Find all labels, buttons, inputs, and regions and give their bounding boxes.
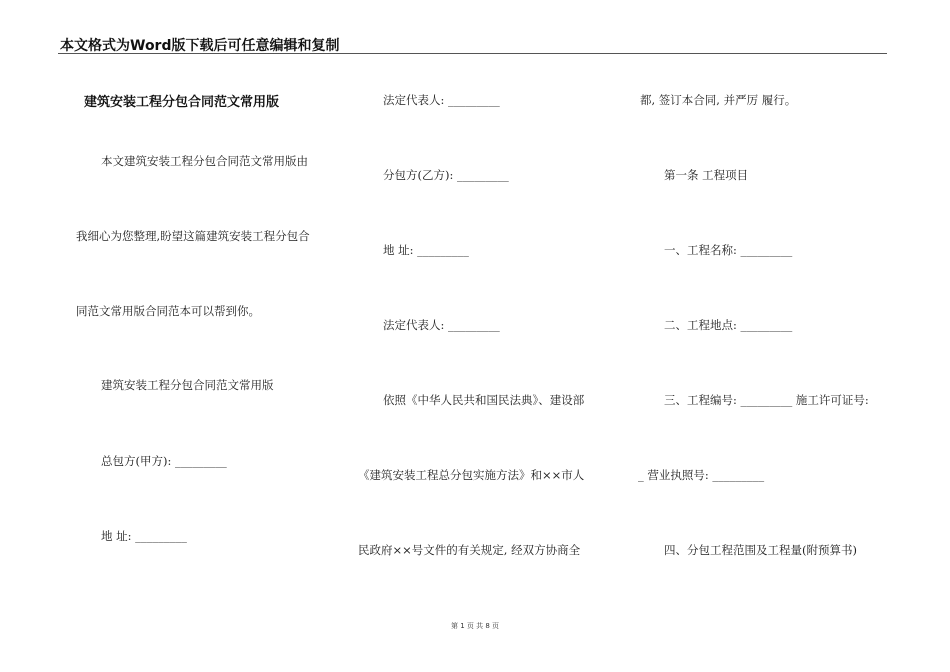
col2-line-5: 依照《中华人民共和国民法典》、建设部 — [383, 393, 585, 407]
col1-line-1: 本文建筑安装工程分包合同范文常用版由 — [101, 154, 308, 168]
col1-line-6: 地 址: _________ — [101, 529, 187, 543]
col2-line-2: 分包方(乙方): _________ — [383, 168, 509, 182]
col2-line-4: 法定代表人: _________ — [383, 318, 500, 332]
col3-line-5: 三、工程编号: _________ 施工许可证号: — [664, 393, 869, 407]
col2-line-3: 地 址: _________ — [383, 243, 469, 257]
col2-line-1: 法定代表人: _________ — [383, 93, 500, 107]
col2-line-6: 《建筑安装工程总分包实施方法》和××市人 — [358, 468, 585, 482]
col1-line-4: 建筑安装工程分包合同范文常用版 — [101, 378, 274, 392]
page-number: 第 1 页 共 8 页 — [450, 622, 500, 630]
col3-line-2: 第一条 工程项目 — [664, 168, 749, 182]
col1-line-5: 总包方(甲方): _________ — [101, 454, 227, 468]
col1-line-2: 我细心为您整理,盼望这篇建筑安装工程分包合 — [76, 229, 310, 243]
col3-line-7: 四、分包工程范围及工程量(附预算书) — [664, 543, 857, 557]
header-divider — [58, 53, 887, 54]
document-title: 建筑安装工程分包合同范文常用版 — [84, 95, 280, 110]
col3-line-3: 一、工程名称: _________ — [664, 243, 793, 257]
col1-line-3: 同范文常用版合同范本可以帮到你。 — [76, 304, 260, 318]
col3-line-1: 都, 签订本合同, 并严厉 履行。 — [640, 93, 797, 107]
col3-line-4: 二、工程地点: _________ — [664, 318, 793, 332]
col2-line-7: 民政府××号文件的有关规定, 经双方协商全 — [358, 543, 581, 557]
page-header-title: 本文格式为Word版下载后可任意编辑和复制 — [60, 38, 340, 54]
col3-line-6: _ 营业执照号: _________ — [638, 468, 765, 482]
